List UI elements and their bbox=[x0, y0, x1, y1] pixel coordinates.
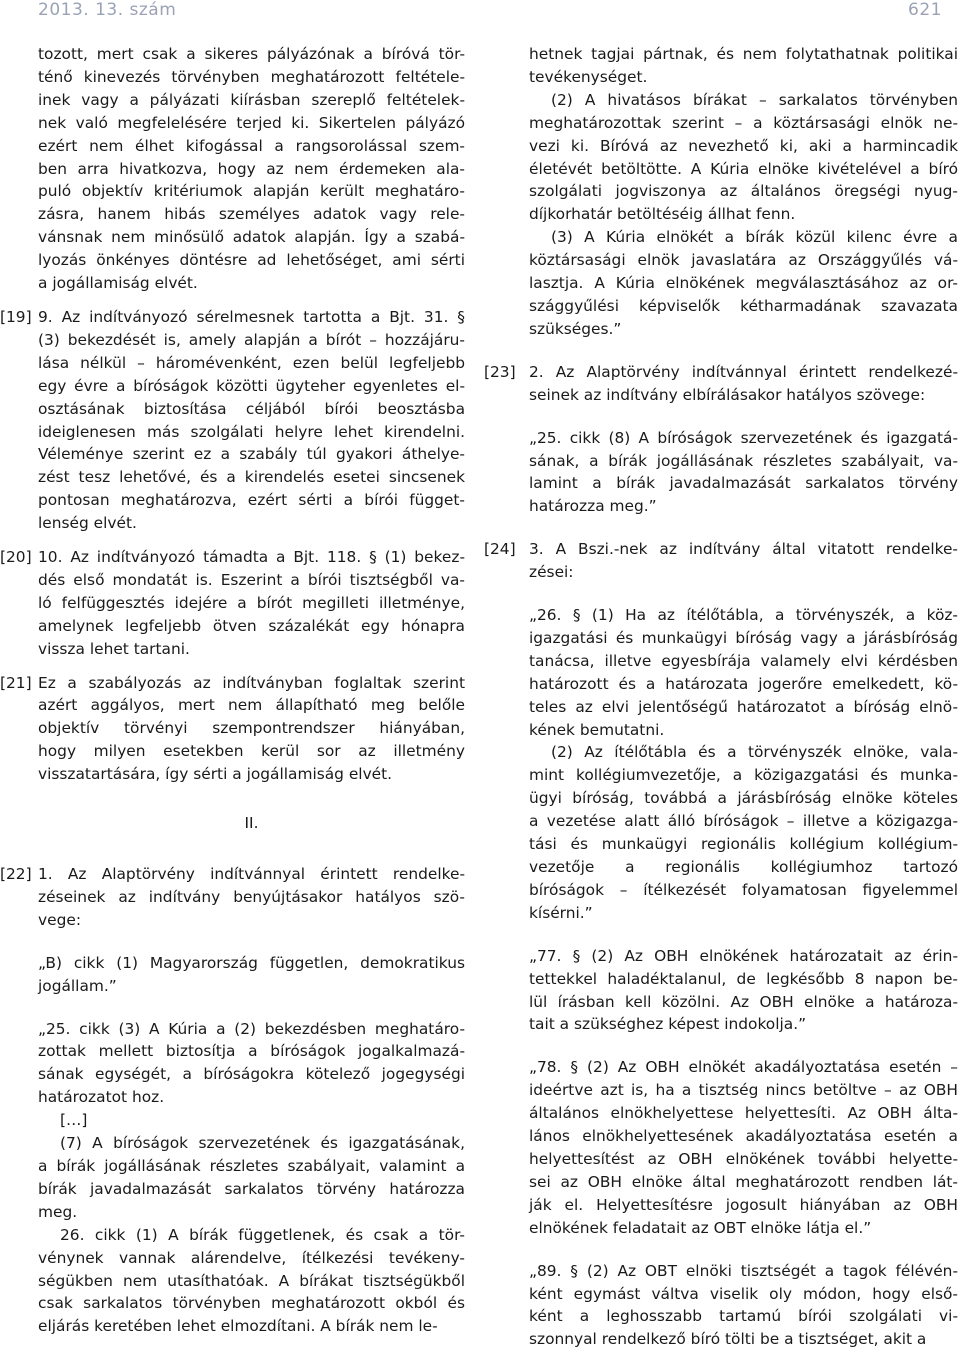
quoted-provision bbox=[38, 952, 465, 998]
text-line: lasztja. A Kúria elnökének megválasztásához az or- bbox=[529, 274, 958, 293]
quoted-provision bbox=[38, 1018, 465, 1110]
running-header-issue: 2013. 13. szám bbox=[38, 0, 177, 20]
text-line: lános elnökhelyettesének akadályoztatása esetén a bbox=[529, 1127, 958, 1146]
text-line: ségükben nem utasíthatóak. A bírákat tisztségükből bbox=[38, 1271, 465, 1290]
text-line: (7) A bíróságok szervezetének és igazgatásának, bbox=[60, 1134, 465, 1153]
paragraph-text bbox=[38, 306, 465, 535]
paragraph-marker: [19] bbox=[0, 307, 32, 326]
text-line: vege: bbox=[38, 910, 82, 929]
text-line: 1. Az Alaptörvény indítvánnyal érintett rendelke- bbox=[38, 865, 465, 883]
text-line: helyettesítést az OBH elnökének további helyette- bbox=[529, 1149, 958, 1168]
text-line: pontosan meghatározva, ezért sérti a bírói függet- bbox=[38, 491, 465, 510]
text-line: a jogállamiság elvét. bbox=[38, 274, 198, 293]
text-line: objektív törvényi szempontrendszer hiányában, bbox=[38, 719, 465, 738]
text-line: lása nélkül – háromévenként, ezen belül legfeljebb bbox=[38, 353, 465, 372]
text-line: szolgálati jogviszonya az általános öregségi nyug- bbox=[529, 182, 958, 201]
text-line: zései: bbox=[529, 563, 574, 582]
text-line: bírák javadalmazását sarkalatos törvény határozza bbox=[38, 1179, 465, 1198]
text-line: határozza meg.” bbox=[529, 497, 657, 516]
text-line: ezért nem élhet kifogással a rangsorolással szem- bbox=[38, 136, 465, 155]
text-line: 10. Az indítványozó támadta a Bjt. 118. § (1) bekez- bbox=[38, 548, 465, 567]
text-line: jogállam.” bbox=[38, 976, 117, 995]
text-line: 9. Az indítványozó sérelmesnek tartotta a Bjt. 31. § bbox=[38, 307, 465, 326]
text-line: sának egységét, a bíróságokra kötelező jogegységi bbox=[38, 1065, 465, 1084]
text-line: teles az elvi jelentőségű határozatot a bíróság elnö- bbox=[529, 697, 958, 716]
numbered-paragraph-21 bbox=[0, 672, 465, 787]
quoted-provision bbox=[529, 945, 958, 1037]
text-line: szonnyal rendelkező bíró tölti be a tisztséget, akit a bbox=[529, 1330, 927, 1349]
text-line: (3) bekezdését is, amely alapján a bírót – hozzájáru- bbox=[38, 330, 465, 349]
text-line: lenség elvét. bbox=[38, 514, 137, 533]
text-line: 2. Az Alaptörvény indítvánnyal érintett rendelkezé- bbox=[529, 362, 958, 381]
page-number: 621 bbox=[908, 0, 942, 20]
text-line: „78. § (2) Az OBH elnökét akadályoztatása esetén – bbox=[529, 1058, 958, 1077]
section-heading: II. bbox=[244, 814, 259, 833]
quoted-provision bbox=[38, 1132, 465, 1224]
text-line: ideiglenesen más szolgálati helyre lehet kirendelni. bbox=[38, 422, 465, 441]
text-line: egy évre a bíróságok közötti ügyteher egyenletes el- bbox=[38, 376, 465, 395]
paragraph-text bbox=[529, 361, 958, 407]
text-line: hetnek tagjai pártnak, és nem folytathatnak politikai bbox=[529, 45, 958, 63]
text-line: kísérni.” bbox=[529, 903, 593, 922]
text-line: „26. § (1) Ha az ítélőtábla, a törvényszék, a köz- bbox=[529, 606, 958, 625]
numbered-paragraph-22 bbox=[0, 863, 465, 932]
quoted-provision bbox=[529, 741, 958, 924]
text-line: (2) Az ítélőtábla és a törvényszék elnöke, vala- bbox=[551, 743, 958, 762]
text-line: Véleménye szerint ez a szabály túl gyakori áthelye- bbox=[38, 445, 465, 464]
text-line: „77. § (2) Az OBH elnökének határozatait az érin- bbox=[529, 946, 958, 965]
left-column bbox=[0, 43, 465, 1338]
quoted-provision bbox=[529, 1056, 958, 1239]
text-line: azért aggályos, mert nem állapítható meg belőle bbox=[38, 696, 465, 715]
text-line: ként egymást váltva viselik oly módon, hogy első- bbox=[529, 1284, 958, 1303]
text-line: nek való megfelelésére terjed ki. Sikertelen pályázó bbox=[38, 113, 465, 132]
paragraph bbox=[529, 226, 958, 341]
text-line: ják el. Helyettesítésre jogosult hiányában az OBH bbox=[529, 1195, 958, 1214]
text-line: lamint a bírák javadalmazását sarkalatos törvény bbox=[529, 474, 958, 493]
text-line: ügyi bíróság, továbbá a járásbíróság elnöke köteles bbox=[529, 789, 958, 808]
paragraph-marker: [20] bbox=[0, 548, 32, 567]
text-line: határozott és a határozata jogerőre emelkedett, kö- bbox=[529, 674, 958, 693]
text-line: életévét betöltötte. A Kúria elnöke kivételével a bíró bbox=[529, 159, 958, 178]
quoted-provision bbox=[38, 1224, 465, 1339]
numbered-paragraph-24 bbox=[484, 538, 958, 584]
text-line: visszatartására, így sérti a jogállamiság elvét. bbox=[38, 765, 393, 784]
text-line: zéseinek az indítvány benyújtásakor hatályos szö- bbox=[38, 887, 465, 906]
text-line: általános elnökhelyettese helyettesíti. Az OBH álta- bbox=[529, 1104, 958, 1123]
paragraph-text bbox=[38, 546, 465, 661]
text-line: inek vagy a pályázati kiírásban szereplő feltételek- bbox=[38, 90, 465, 109]
numbered-paragraph-23 bbox=[484, 361, 958, 407]
paragraph bbox=[529, 43, 958, 89]
text-line: tanácsa, illetve egyesbírája valamely elvi kérdésben bbox=[529, 651, 958, 670]
text-line: csak sarkalatos törvényben meghatározott okból és bbox=[38, 1294, 465, 1313]
quoted-provision bbox=[529, 1260, 958, 1351]
text-line: tási és munkaügyi regionális kollégium kollégium- bbox=[529, 835, 958, 854]
quoted-provision bbox=[529, 604, 958, 741]
text-line: osztásának biztosítása céljából bírói beosztásba bbox=[38, 399, 465, 418]
text-line: (3) A Kúria elnökét a bírák közül kilenc évre a bbox=[551, 228, 958, 247]
text-line: dés első mondatát is. Eszerint a bírói tisztségből va- bbox=[38, 570, 465, 589]
text-line: vánsnak nem minősülő adatok alapján. Így a szabá- bbox=[38, 228, 465, 247]
text-line: 26. cikk (1) A bírák függetlenek, és csak a tör- bbox=[60, 1225, 465, 1244]
text-line: zést tesz lehetővé, és a kirendelés esetei sincsenek bbox=[38, 468, 465, 487]
numbered-paragraph-19 bbox=[0, 306, 465, 535]
text-line: zottak mellett biztosítja a bíróságok jogalkalmazá- bbox=[38, 1042, 465, 1061]
text-line: igazgatási és munkaügyi bíróság vagy a járásbíróság bbox=[529, 628, 958, 647]
text-line: ben arra hivatkozva, hogy az nem érdemeken ala- bbox=[38, 159, 465, 178]
ellipsis-line: […] bbox=[60, 1111, 88, 1130]
text-line: 3. A Bszi.-nek az indítvány által vitatott rendelke- bbox=[529, 540, 958, 559]
paragraph-text bbox=[38, 672, 465, 787]
text-line: puló objektív kritériumok alapján került meghatáro- bbox=[38, 182, 465, 201]
paragraph-text bbox=[38, 863, 465, 932]
paragraph-marker: [23] bbox=[484, 362, 516, 381]
paragraph-marker: [21] bbox=[0, 673, 32, 692]
text-line: meghatározottak szerint – a köztársasági elnök ne- bbox=[529, 113, 958, 132]
numbered-paragraph-20 bbox=[0, 546, 465, 661]
text-line: ténő kinevezés törvényben meghatározott feltétele- bbox=[38, 67, 465, 86]
text-line: (2) A hivatásos bírákat – sarkalatos törvényben bbox=[551, 90, 958, 109]
text-line: sei az OBH elnöke által meghatározott rendben lát- bbox=[529, 1172, 958, 1191]
text-line: seinek az indítvány elbírálásakor hatályos szövege: bbox=[529, 385, 926, 404]
paragraph bbox=[529, 89, 958, 226]
text-line: díjkorhatár betöltéséig állhat fenn. bbox=[529, 205, 796, 224]
text-line: amelynek legfeljebb ötven százalékát egy hónapra bbox=[38, 616, 465, 635]
text-line: vezi ki. Bíróvá az nevezhető ki, aki a harmincadik bbox=[529, 136, 958, 155]
text-line: határozatot hoz. bbox=[38, 1088, 165, 1107]
text-line: köztársasági elnök javaslatára az Országgyűlés vá- bbox=[529, 251, 958, 270]
text-line: a bírák jogállásának részletes szabályait, valamint a bbox=[38, 1156, 465, 1175]
paragraph bbox=[38, 43, 465, 295]
right-column bbox=[484, 43, 958, 1351]
text-line: bíróságok – ítélkezését folyamatosan figyelemmel bbox=[529, 880, 958, 899]
text-line: ideértve azt is, ha a tisztség nincs betöltve – az OBH bbox=[529, 1081, 958, 1100]
text-line: zásra, hanem hibás személyes adatok vagy rele- bbox=[38, 205, 465, 224]
paragraph-marker: [24] bbox=[484, 540, 516, 559]
text-line: lyozás önkényes döntésre ad lehetőséget, ami sérti bbox=[38, 251, 465, 270]
text-line: ló felfüggesztés idejére a bírót megilleti illetménye, bbox=[38, 593, 465, 612]
text-line: tevékenységet. bbox=[529, 67, 648, 86]
text-line: hogy milyen esetekben kerül sor az illetmény bbox=[38, 742, 465, 761]
text-line: ként a leghosszabb tartamú bírói szolgálati vi- bbox=[529, 1307, 958, 1326]
text-line: szükséges.” bbox=[529, 319, 622, 338]
text-line: tettekkel haladéktalanul, de legkésőbb 8 napon be- bbox=[529, 969, 958, 988]
text-line: meg. bbox=[38, 1202, 78, 1221]
text-line: „89. § (2) Az OBT elnöki tisztségét a tagok félévén- bbox=[529, 1261, 958, 1280]
text-line: a vezetése alatt álló bíróságok – illetve a közigazga- bbox=[529, 812, 958, 831]
text-line: „B) cikk (1) Magyarország független, demokratikus bbox=[38, 953, 465, 972]
text-line: „25. cikk (3) A Kúria a (2) bekezdésben meghatáro- bbox=[38, 1019, 465, 1038]
text-line: eljárás keretében lehet elmozdítani. A bírák nem le- bbox=[38, 1317, 438, 1336]
text-line: elnökének feladatait az OBT elnöke látja el.” bbox=[529, 1218, 872, 1237]
text-line: mint kollégiumvezetője, a közigazgatási és munka- bbox=[529, 766, 958, 785]
text-line: „25. cikk (8) A bíróságok szervezetének és igazgatá- bbox=[529, 428, 958, 447]
text-line: vénynek vannak alárendelve, ítélkezési tevékeny- bbox=[38, 1248, 465, 1267]
text-line: vissza lehet tartani. bbox=[38, 639, 190, 658]
paragraph-text bbox=[529, 538, 958, 584]
text-line: kének bemutatni. bbox=[529, 720, 665, 739]
quoted-provision bbox=[529, 427, 958, 519]
text-line: sának, a bírák jogállásának részletes szabályait, va- bbox=[529, 451, 958, 470]
paragraph-marker: [22] bbox=[0, 865, 32, 883]
text-line: Ez a szabályozás az indítványban foglaltak szerint bbox=[38, 673, 465, 692]
text-line: lül írásban kell közölni. Az OBH elnöke a határoza- bbox=[529, 992, 958, 1011]
text-line: tozott, mert csak a sikeres pályázónak a bíróvá tör- bbox=[38, 45, 465, 63]
text-line: tait a szükséghez képest indokolja.” bbox=[529, 1015, 807, 1034]
text-line: szággyűlési képviselők kétharmadának szavazata bbox=[529, 296, 958, 315]
text-line: vezetője a regionális kollégiumhoz tartozó bbox=[529, 858, 958, 876]
